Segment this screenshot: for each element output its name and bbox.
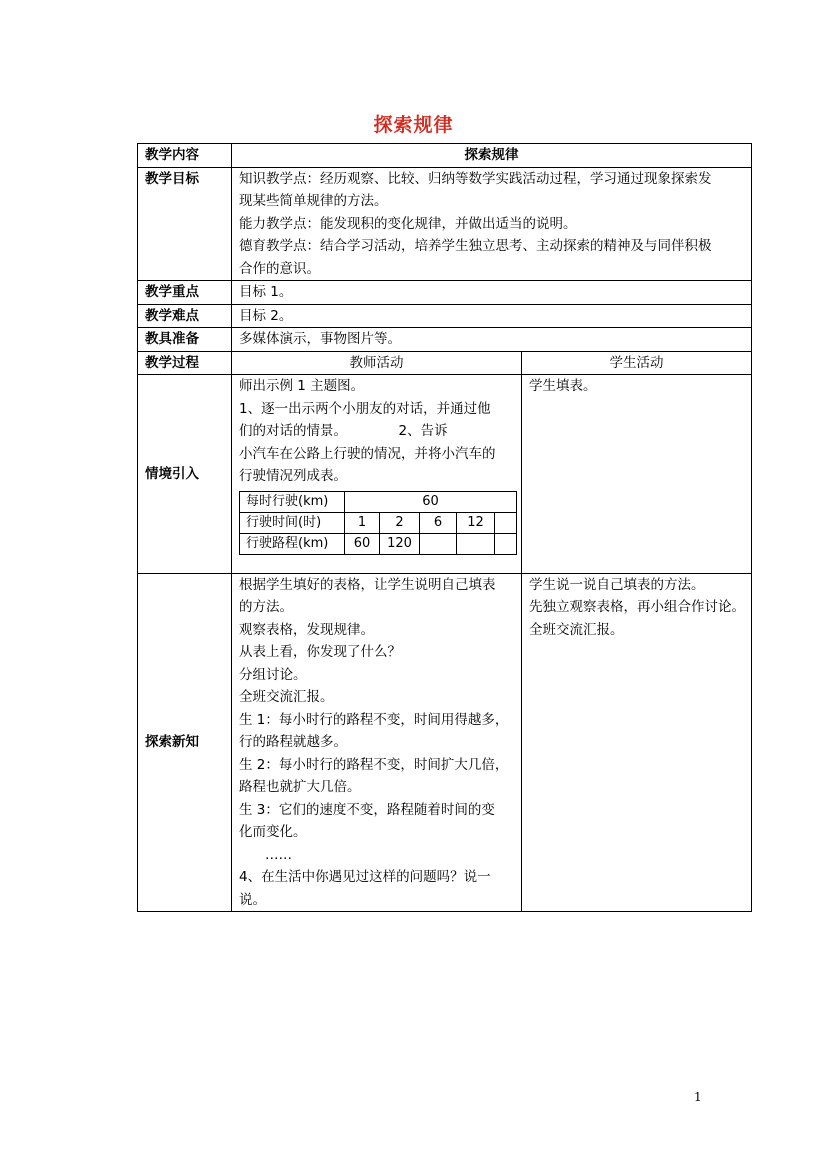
page-number: 1: [694, 1090, 702, 1104]
explore-line: 生 2：每小时行的路程不变，时间扩大几倍，: [239, 756, 509, 773]
tools-value: 多媒体演示，事物图片等。: [232, 328, 752, 352]
explore-student-cell: [522, 573, 752, 912]
row-intro: [138, 375, 752, 574]
explore-line: 路程也就扩大几倍。: [239, 779, 361, 795]
row-goals: [138, 167, 752, 281]
distance-label: 行驶路程(km): [240, 533, 345, 554]
intro-line: 行驶情况列成表。: [239, 468, 347, 484]
intro-line: 们的对话的情景。 2、告诉: [239, 423, 448, 439]
row-key-point: [138, 281, 752, 305]
row-content: [138, 144, 752, 168]
time-cell: 2: [380, 512, 420, 533]
student-activity-header: 学生活动: [522, 351, 752, 375]
intro-teacher-cell: [232, 375, 522, 574]
difficulty-value: 目标 2。: [232, 304, 752, 328]
speed-table: [239, 491, 517, 555]
explore-student-line: 学生说一说自己填表的方法。: [529, 576, 705, 593]
explore-teacher-cell: [232, 573, 522, 912]
explore-line: 生 1：每小时行的路程不变，时间用得越多，: [239, 711, 509, 728]
goal-line: 合作的意识。: [239, 260, 320, 277]
label-goals: 教学目标: [138, 167, 232, 281]
goal-line: 德育教学点：结合学习活动，培养学生独立思考、主动探索的精神及与同伴积极: [239, 238, 712, 254]
teacher-activity-header: 教师活动: [232, 351, 522, 375]
content-value: 探索规律: [232, 144, 752, 168]
time-cell: 6: [420, 512, 457, 533]
row-explore: [138, 573, 752, 912]
explore-line: 全班交流汇报。: [239, 689, 334, 705]
speed-label: 每时行驶(km): [240, 491, 345, 512]
explore-line: 生 3：它们的速度不变，路程随着时间的变: [239, 801, 495, 818]
distance-cell: 60: [345, 533, 380, 554]
row-tools: [138, 328, 752, 352]
distance-cell: [420, 533, 457, 554]
intro-student-cell: 学生填表。: [522, 375, 752, 574]
speed-value: 60: [345, 491, 517, 512]
row-process: [138, 351, 752, 375]
explore-ellipsis: ……: [265, 846, 292, 863]
goal-line: 能力教学点：能发现积的变化规律，并做出适当的说明。: [239, 215, 577, 232]
intro-line: 师出示例 1 主题图。: [239, 378, 365, 394]
explore-student-line: 先独立观察表格，再小组合作讨论。: [529, 599, 745, 615]
explore-line: 说。: [239, 891, 266, 908]
explore-line: 从表上看，你发现了什么？: [239, 644, 401, 660]
lesson-plan-table: [137, 143, 752, 912]
explore-line: 化而变化。: [239, 824, 307, 840]
intro-line: 1、逐一出示两个小朋友的对话，并通过他: [239, 400, 491, 417]
goals-cell: [232, 167, 752, 281]
distance-cell: [457, 533, 495, 554]
label-explore: 探索新知: [138, 573, 232, 912]
label-key-point: 教学重点: [138, 281, 232, 305]
key-point-value: 目标 1。: [232, 281, 752, 305]
distance-cell: [495, 533, 517, 554]
label-content: 教学内容: [138, 144, 232, 168]
explore-line: 的方法。: [239, 599, 293, 615]
row-difficulty: [138, 304, 752, 328]
distance-cell: 120: [380, 533, 420, 554]
label-process: 教学过程: [138, 351, 232, 375]
label-difficulty: 教学难点: [138, 304, 232, 328]
explore-student-line: 全班交流汇报。: [529, 621, 624, 638]
explore-line: 根据学生填好的表格，让学生说明自己填表: [239, 576, 496, 593]
explore-line: 行的路程就越多。: [239, 734, 347, 750]
explore-line: 4、在生活中你遇见过这样的问题吗？说一: [239, 869, 491, 885]
time-cell: 1: [345, 512, 380, 533]
page-title: 探索规律: [373, 114, 454, 136]
goal-line: 知识教学点：经历观察、比较、归纳等数学实践活动过程，学习通过现象探索发: [239, 170, 712, 187]
time-cell: [495, 512, 517, 533]
time-label: 行驶时间(时): [240, 512, 345, 533]
explore-line: 分组讨论。: [239, 666, 307, 683]
label-intro: 情境引入: [138, 375, 232, 574]
label-tools: 教具准备: [138, 328, 232, 352]
time-cell: 12: [457, 512, 495, 533]
intro-line: 小汽车在公路上行驶的情况，并将小汽车的: [239, 445, 496, 462]
explore-line: 观察表格，发现规律。: [239, 621, 374, 638]
goal-line: 现某些简单规律的方法。: [239, 193, 388, 209]
